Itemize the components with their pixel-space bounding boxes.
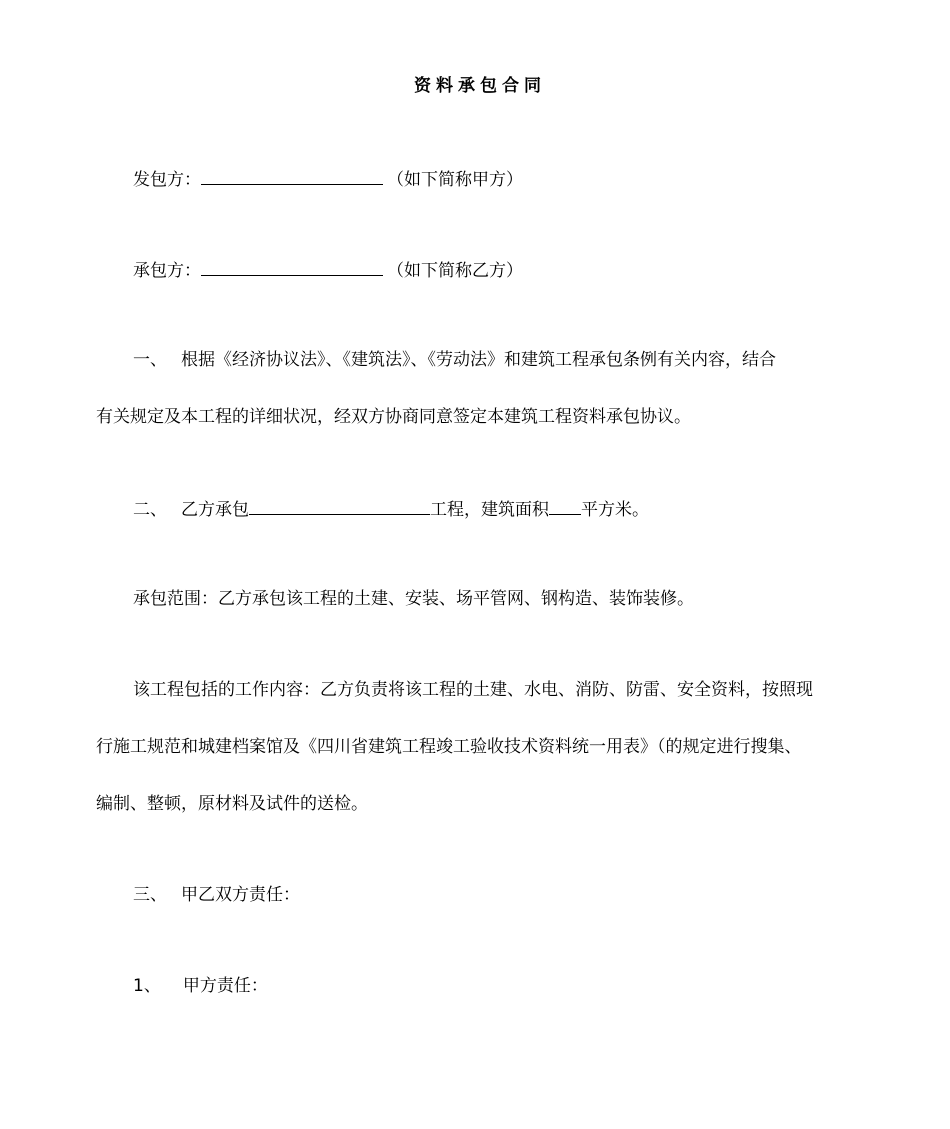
section-3-number: 三、 xyxy=(133,885,167,905)
section-1-number: 一、 xyxy=(133,350,167,370)
section-2-number: 二、 xyxy=(133,500,167,520)
content-line-2: 行施工规范和城建档案馆及《四川省建筑工程竣工验收技术资料统一用表》（的规定进行搜集、 xyxy=(96,737,802,757)
section-1-text-1: 根据《经济协议法》、《建筑法》、《劳动法》和建筑工程承包条例有关内容，结合 xyxy=(181,350,776,370)
section-2-line xyxy=(133,496,649,522)
section-2-suffix: 平方米。 xyxy=(581,500,649,520)
party-b-line xyxy=(133,257,523,283)
content-line-1: 该工程包括的工作内容：乙方负责将该工程的土建、水电、消防、防雷、安全资料，按照现 xyxy=(133,680,813,700)
party-b-suffix: （如下简称乙方） xyxy=(387,261,523,281)
party-a-line xyxy=(133,166,523,192)
area-blank xyxy=(549,496,581,515)
section-3-text: 甲乙双方责任： xyxy=(181,885,300,905)
section-2-middle: 工程，建筑面积 xyxy=(430,500,549,520)
section-1-line-2: 有关规定及本工程的详细状况，经双方协商同意签定本建筑工程资料承包协议。 xyxy=(96,407,691,427)
section-1-line-1 xyxy=(133,348,776,372)
item-1-text: 甲方责任： xyxy=(182,976,268,996)
document-title: 资料承包合同 xyxy=(414,76,546,96)
section-3-line xyxy=(133,883,300,907)
item-1-number: 1、 xyxy=(133,976,161,996)
party-a-label: 发包方： xyxy=(133,170,201,190)
item-1-line xyxy=(133,974,268,998)
party-a-blank xyxy=(201,166,383,185)
party-b-label: 承包方： xyxy=(133,261,201,281)
project-name-blank xyxy=(249,496,430,515)
party-b-blank xyxy=(201,257,383,276)
scope-line: 承包范围：乙方承包该工程的土建、安装、场平管网、钢构造、装饰装修。 xyxy=(133,589,694,609)
section-2-prefix: 乙方承包 xyxy=(181,500,249,520)
content-line-3: 编制、整顿，原材料及试件的送检。 xyxy=(96,794,368,814)
party-a-suffix: （如下简称甲方） xyxy=(387,170,523,190)
